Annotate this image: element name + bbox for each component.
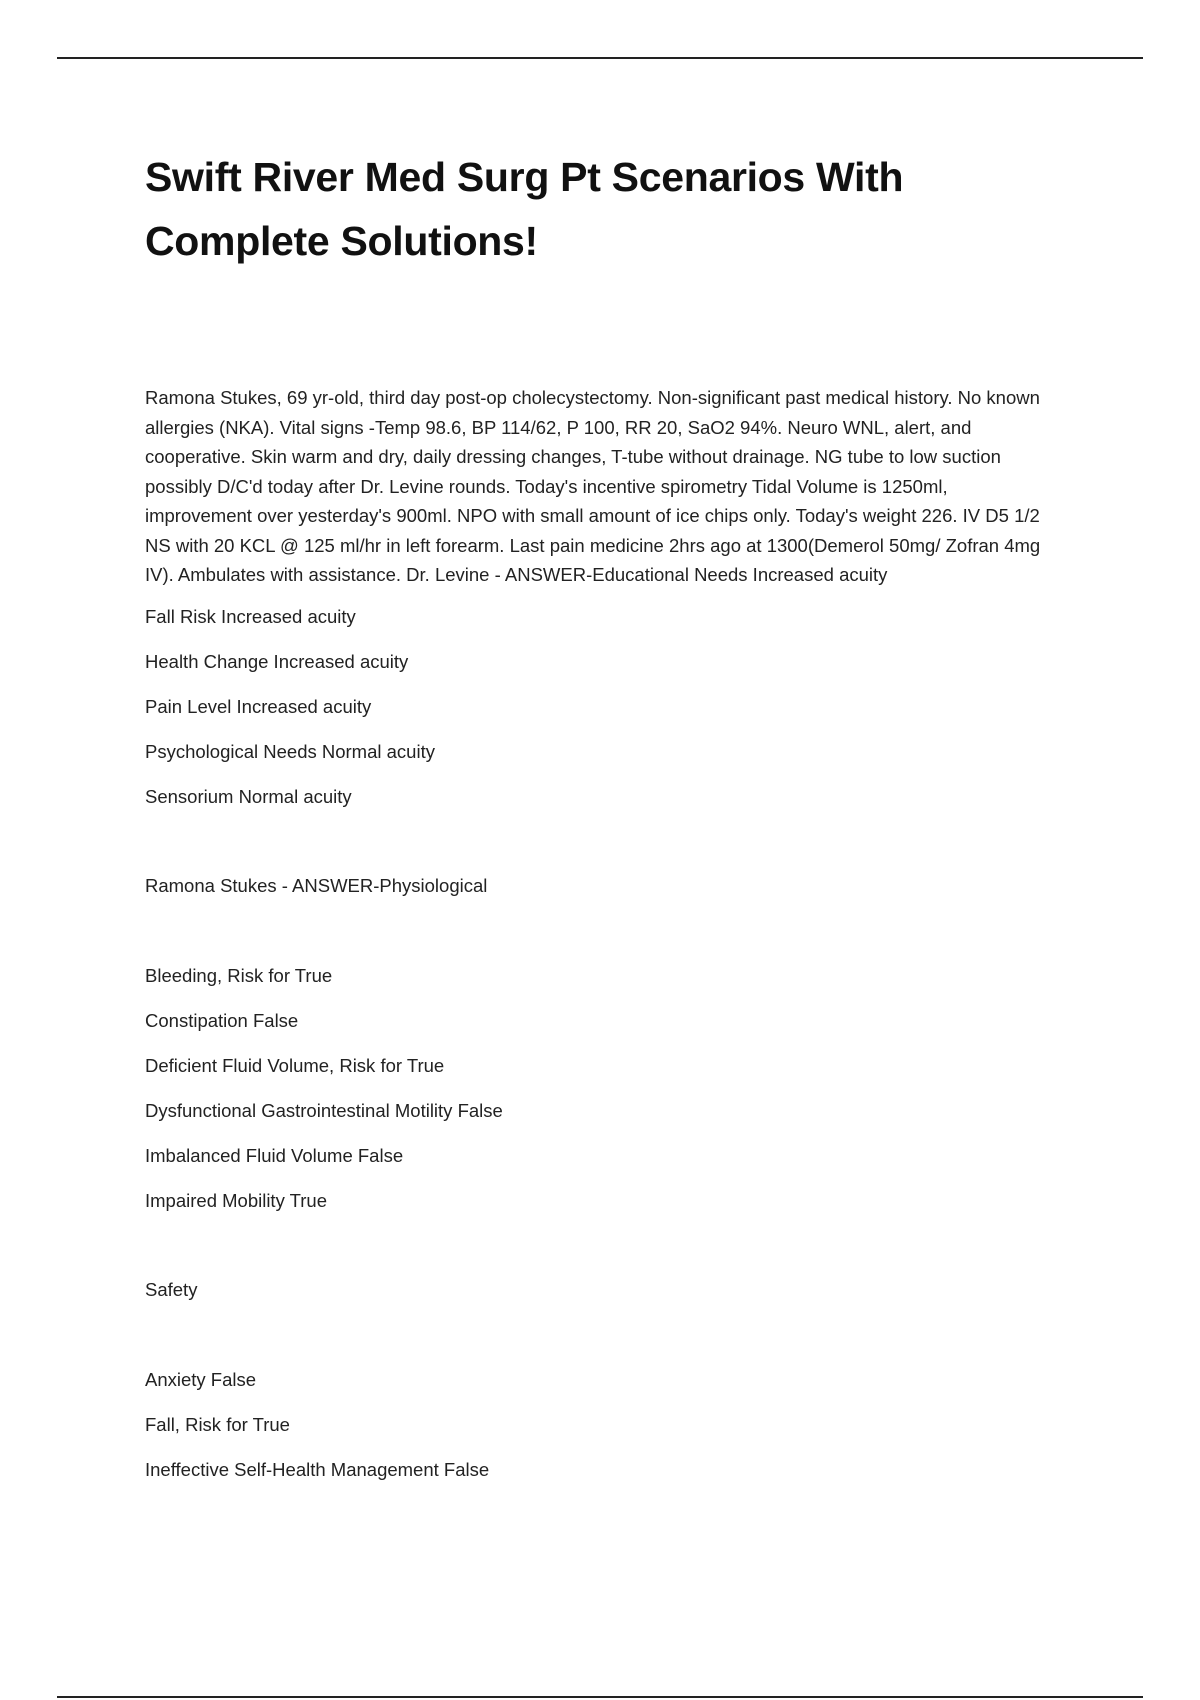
top-divider (57, 57, 1143, 59)
physiological-item: Dysfunctional Gastrointestinal Motility False (145, 1099, 503, 1121)
bottom-divider (57, 1696, 1143, 1698)
document-body (145, 145, 1055, 1500)
physiological-item: Impaired Mobility True (145, 1189, 327, 1211)
acuity-item: Health Change Increased acuity (145, 650, 409, 672)
acuity-item: Psychological Needs Normal acuity (145, 740, 435, 762)
physiological-item: Imbalanced Fluid Volume False (145, 1144, 404, 1166)
safety-header: Safety (145, 1279, 198, 1300)
acuity-item: Sensorium Normal acuity (145, 785, 352, 807)
physiological-header: Ramona Stukes - ANSWER-Physiological (145, 875, 488, 896)
physiological-item: Deficient Fluid Volume, Risk for True (145, 1054, 445, 1076)
document-title: Swift River Med Surg Pt Scenarios With Complete Solutions! (145, 154, 904, 264)
safety-item: Anxiety False (145, 1368, 257, 1390)
acuity-item: Fall Risk Increased acuity (145, 605, 356, 627)
safety-item: Fall, Risk for True (145, 1413, 290, 1435)
physiological-item: Constipation False (145, 1009, 299, 1031)
scenario-paragraph: Ramona Stukes, 69 yr-old, third day post-op cholecystectomy. Non-significant past medical history. No known allergies (NKA). Vital signs -Temp 98.6, BP 114/62, P 100, RR 20, SaO2 94%. Neuro WNL, alert, and cooperative. Skin warm and dry, daily dressing changes, T-tube without drainage. NG tube to low suction possibly D/C'd today after Dr. Levine rounds. Today's incentive spirometry Tidal Volume is 1250ml, improvement over yesterday's 900ml. NPO with small amount of ice chips only. Today's weight 226. IV D5 1/2 NS with 20 KCL @ 125 ml/hr in left forearm. Last pain medicine 2hrs ago at 1300(Demerol 50mg/ Zofran 4mg IV). Ambulates with assistance. Dr. Levine - ANSWER-Educational Needs Increased acuity (145, 387, 1041, 585)
safety-item: Ineffective Self-Health Management False (145, 1458, 490, 1480)
acuity-item: Pain Level Increased acuity (145, 695, 372, 717)
physiological-item: Bleeding, Risk for True (145, 964, 333, 986)
